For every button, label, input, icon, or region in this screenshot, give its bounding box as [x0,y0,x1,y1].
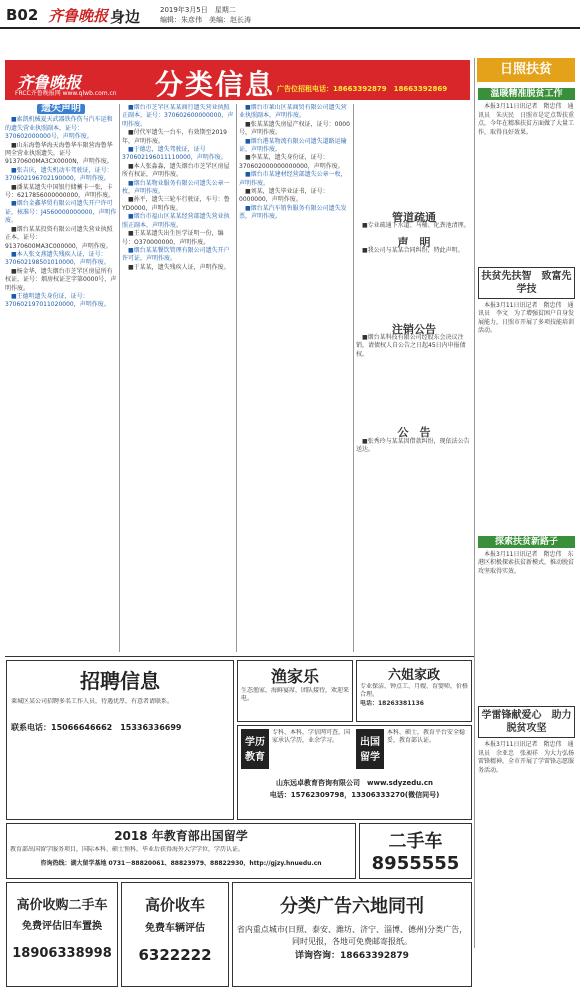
fishing-body: 生态渔家，海鲜宴席，团队接待，欢迎来电。 [241,687,349,703]
hotline-2: 18663392869 [393,85,448,93]
column-4 [356,104,472,652]
announcement-heading: 公 告 [397,426,431,440]
header-info [160,5,251,25]
banner-title: 分类信息 [155,68,276,101]
header-date: 2019年3月5日 星期二 [160,6,236,14]
study-abroad-ad [6,823,356,879]
housekeeping-phone: 电话：18263381136 [360,699,424,707]
education-ad [237,725,472,820]
list-item: ■烟台金鑫华贸有限公司遗失开户许可证，核准号：J4560000000000，声明作废。 [5,200,117,225]
list-item: ■王某某遗失出生医学证明一份，编号：O370000000，声明作废。 [122,230,224,246]
edu-tag-1: 学历教育 [241,729,269,769]
edu-tag-2: 出国留学 [356,729,384,769]
buy-car-title: 高价收购二手车 [16,898,108,913]
header-divider [0,27,580,29]
used-car-phone: 8955555 [371,853,460,874]
study-title: 2018 年教育部出国留学 [114,829,248,843]
buy-car2-title: 高价收车 [144,896,205,914]
list-item: ■于某某，遗失残疾人证，声明作废。 [128,263,230,271]
cancellation-heading: 注销公告 [392,322,436,336]
banner-url: FRCC齐鲁晚报网 www.qlwb.com.cn [15,90,117,97]
right-column [478,88,575,948]
buy-car-ad-2 [121,882,229,987]
used-car-title: 二手车 [388,831,443,852]
list-item: ■烟台某物业服务有限公司遗失公章一枚，声明作废。 [122,179,230,196]
page-number: B02 [6,6,39,24]
list-item: ■我公司与某某合同纠纷，特此声明。 [362,247,464,255]
list-item: ■烟台市芝罘区某某商行遗失营业执照正副本，证号：370602600000000，声明作废。 [122,104,234,128]
buy-car2-sub: 免费车辆评估 [145,923,205,934]
header-editors: 编辑：朱彦伟 美编：赵长涛 [160,16,251,24]
column-3 [239,104,351,652]
right-body-2: 本报3月11日讯记者 隋忠伟 通讯员 李文 为了增强贫困户自身发展能力，日照市开展了多项技能培训活动。 [478,302,575,335]
list-item: ■张某某遗失房屋产权证，证号：0000号，声明作废。 [239,120,350,137]
list-item: ■李某某，遗失身份证，证号：370602000000000000，声明作废。 [239,154,344,170]
list-item: ■付代军遗失一台车，有效期至2019年，声明作废。 [122,129,227,145]
classified-phone: 详询咨询：18663392879 [295,951,409,961]
pipe-dredging-heading: 管道疏通 [392,211,436,224]
list-item: ■杨金华，遗失烟台市芝罘区房屋所有权证，证号：烟房权证芝字第0000号，声明作废。 [5,267,117,292]
list-item: ■张吉庆，遗失机动车驾驶证，证号：370602196702190000，声明作废。 [5,166,113,183]
edu-phone: 电话：15762309798，13306333270(微信同号) [269,791,440,799]
list-item: ■烟台港某物流有限公司遗失道路运输证，声明作废。 [239,137,347,154]
used-car-ad [359,823,472,879]
bottom-divider [5,656,474,657]
right-sub-3: 探索扶贫新路子 [478,536,575,548]
list-item: ■刘某，遗失毕业证书，证号：0000000，声明作废。 [239,188,329,204]
list-item: ■张秀玲与某某因借款纠纷，现依法公告送达。 [356,437,470,454]
right-title-2: 扶贫先扶智 致富先学技 [478,267,575,299]
right-body-3: 本报3月11日讯记者 隋忠伟 东港区积极探索扶贫新模式，推动脱贫攻坚取得实效。 [478,551,575,575]
list-item: ■潘某某遗失中国银行储蓄卡一张，卡号：6217856000000000，声明作废。 [5,183,115,200]
housekeeping-ad [356,660,472,722]
lost-notice-tag: 遗失声明 [37,104,85,114]
list-item: ■烟台某科技有限公司经股东会决议注销，请债权人自公告之日起45日内申报债权。 [356,334,466,358]
column-divider [119,104,120,652]
buy-car-phone: 18906338998 [12,946,112,961]
edu-footer: 山东远卓教育咨询有限公司 www.sdyzedu.cn [276,779,433,787]
list-item: ■本人张文燕遗失残疾人证，证号：370602198501010000，声明作废。 [5,250,110,267]
recruit-phone: 联系电话：15066646662 15336336699 [11,723,182,733]
buy-car2-phone: 6322222 [138,946,212,964]
column-divider [236,104,237,652]
column-2 [122,104,234,652]
list-item: ■烟台市莱山区某商贸有限公司遗失营业执照副本，声明作废。 [239,104,347,120]
classified-ad [232,882,472,987]
list-item: ■专业疏通下水道、马桶、化粪池清理。 [362,222,470,230]
right-body-4: 本报3月11日讯记者 隋忠伟 通讯员 余亚忠 张昶祥 为大力弘扬雷锋精神，全市开展了学雷锋志愿服务活动。 [478,741,575,774]
classified-title: 分类广告六地同刊 [280,896,424,917]
section-title: 身边 [110,8,141,26]
buy-car-ad [6,882,118,987]
recruit-ad [6,660,234,820]
right-sub-1: 温暖精准脱贫工作 [478,88,575,100]
recruit-body: 莱城区某公司招聘多名工作人员，待遇优厚，有意者请联系。 [11,698,174,705]
right-column-divider [474,58,475,948]
newspaper-logo: 齐鲁晚报 [48,7,109,25]
fishing-ad [237,660,353,722]
list-item: ■烟台某某餐饮管理有限公司遗失开户许可证，声明作废。 [122,246,230,263]
list-item: ■山东海鲁华海天海鲁华车限营海鲁华网全营业执照遗失，证号91370600MA3CX0000N，声明作废。 [5,141,113,166]
classified-body: 省内重点城市(日照、泰安、潍坊、济宁、淄博、德州)分类广告，同时见报，各地可免费邮寄报纸。 [236,925,468,946]
housekeeping-title: 六姐家政 [387,668,440,683]
hotline-label: 广告位招租电话： [277,85,333,93]
edu-body-1: 专科、本科，学信网可查，国家承认学历，业余学习。 [272,729,351,745]
right-body-1: 本报3月11日讯记者 隋忠伟 通讯员 朱庆民 日照市是定点帮扶重点，今年在精准扶贫方面做了大量工作，取得良好效果。 [478,103,575,136]
study-hotline: 咨询热线：湖大留学基地 0731－88820061、88823979、88822930，http://gjzy.hnuedu.cn [40,860,322,868]
column-divider [353,104,354,652]
buy-car-sub: 免费评估旧车置换 [22,921,102,932]
list-item: ■烟台某某投资有限公司遗失营业执照正本，证号：91370600MA3C000000，声明作废。 [5,225,113,250]
list-item: ■于德忠，遗失驾驶证，证号370602196011110000，声明作废。 [122,146,227,162]
list-item: ■烟台市福山区某某经营部遗失营业执照正副本，声明作废。 [122,213,230,229]
banner-logo: 齐鲁晚报 [17,73,82,92]
list-item: ■烟台市某建材经营部遗失公章一枚，声明作废。 [239,171,347,187]
hotline-1: 18663392879 [333,85,387,93]
list-item: ■本人张淼淼，遗失烟台市芝罘区房屋所有权证，声明作废。 [122,162,230,179]
classified-banner [5,60,470,100]
recruit-title: 招聘信息 [80,669,160,693]
statement-heading: 声 明 [397,235,431,249]
banner-hotline [277,84,447,94]
fishing-title: 渔家乐 [270,667,319,686]
right-title-4: 学雷锋献爱心 助力脱贫攻坚 [478,706,575,738]
list-item: ■烟台某汽车销售服务有限公司遗失发票，声明作废。 [239,204,347,221]
list-item: ■索凯机械夏天武器铁作伤与汽车运和的遗失营业执照副本，证号：370602000000号，声明作废。 [5,116,113,141]
edu-body-2: 本科、硕士，教育平台安全稳妥，教育部认证。 [387,729,466,745]
list-item: ■孙平，遗失三轮车行驶证，车号：鲁YD0000，声明作废。 [122,196,230,212]
list-item: ■王德明遗失身份证，证号：370602197011020000，声明作废。 [5,292,110,309]
study-body: 教育部出国留学服务项目，国际本科、硕士预科，毕业后获得海外大学学位，学历认证。 [10,846,245,853]
right-column-header: 日照扶贫 [477,58,575,82]
column-1 [5,104,117,652]
housekeeping-body: 专业保洁、钟点工、月嫂、育婴师，价格合理。 [360,683,468,699]
